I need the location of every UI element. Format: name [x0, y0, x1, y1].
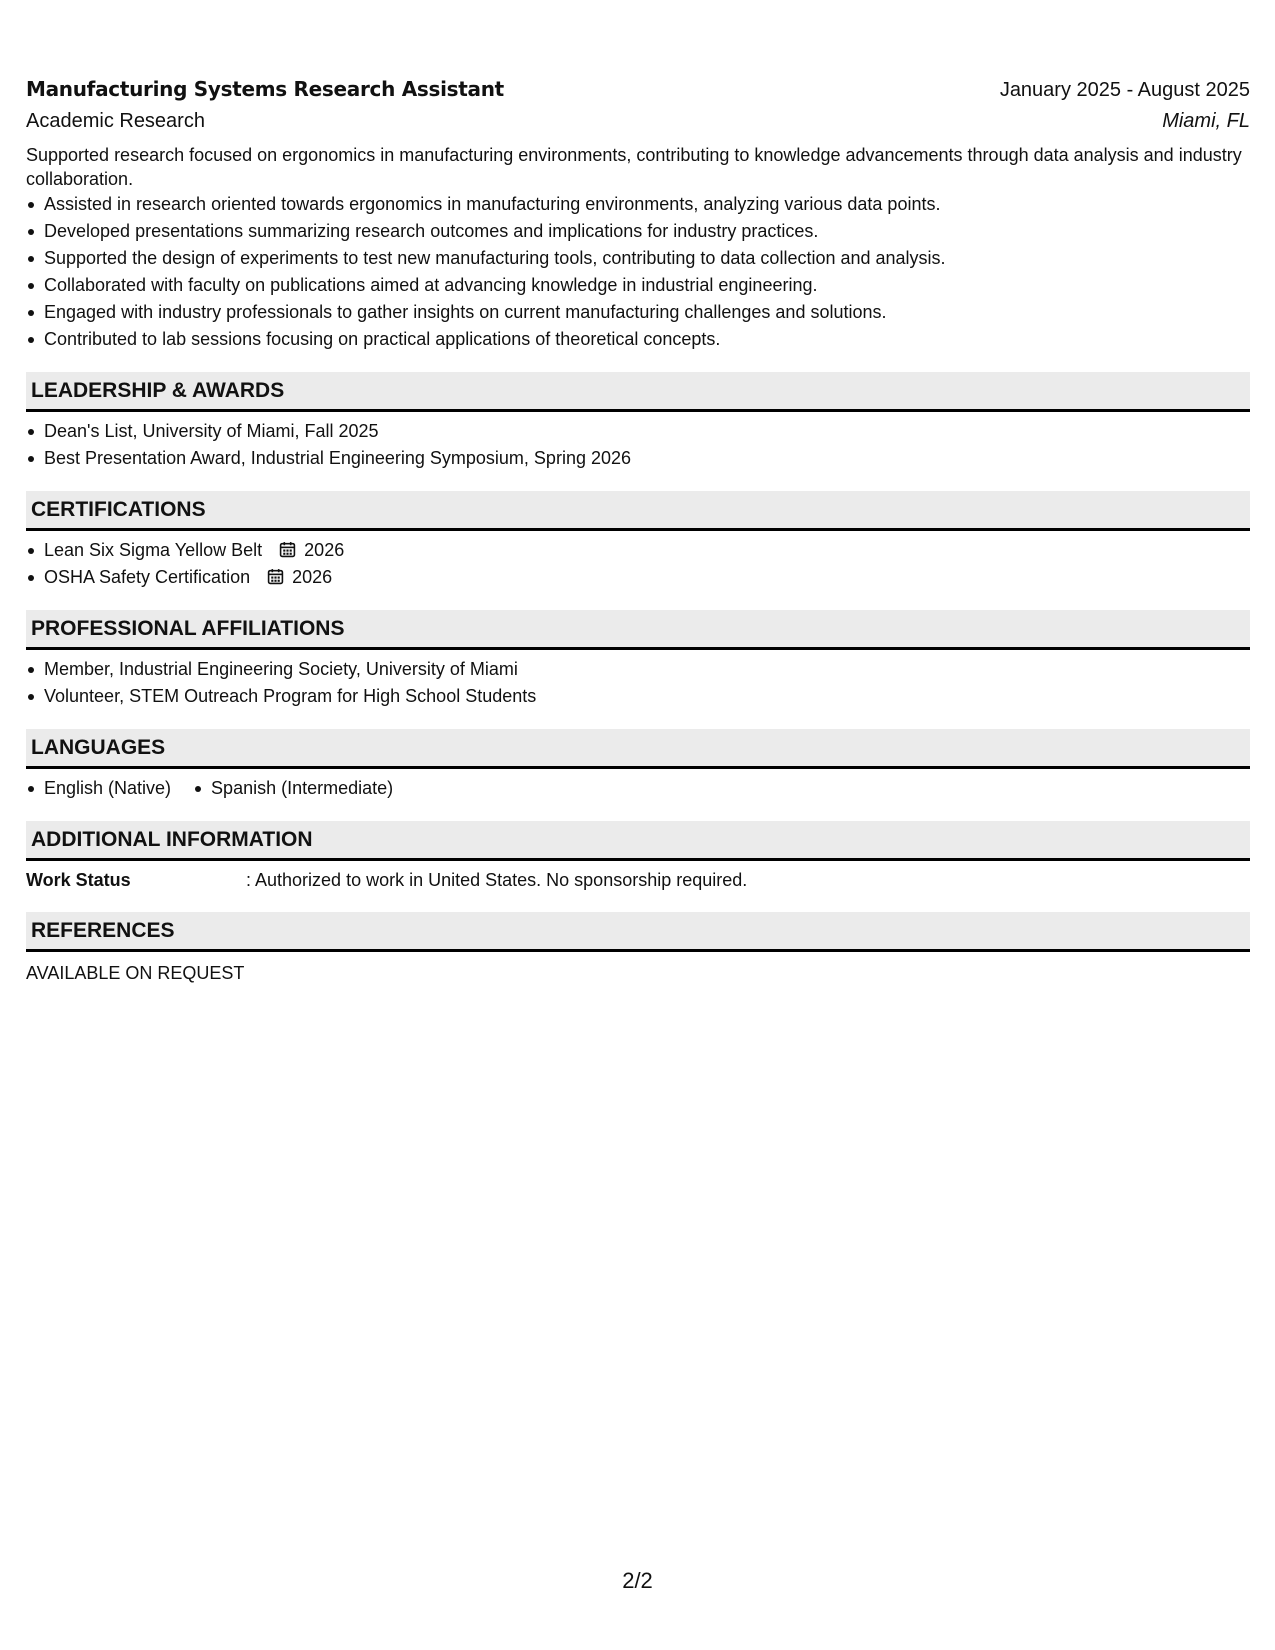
- experience-bullet: Collaborated with faculty on publications aimed at advancing knowledge in industrial engineering.: [44, 272, 1250, 299]
- page-number: 2/2: [622, 1568, 653, 1593]
- section-heading-additional-info: ADDITIONAL INFORMATION: [26, 821, 1250, 861]
- languages-list: [26, 775, 1250, 802]
- experience-subheader-row: [26, 107, 1250, 135]
- experience-entry: [26, 72, 1250, 353]
- certifications-list: [26, 537, 1250, 591]
- certification-year: 2026: [304, 540, 345, 560]
- work-status-value: : Authorized to work in United States. No sponsorship required.: [246, 870, 748, 890]
- references-text: AVAILABLE ON REQUEST: [26, 963, 245, 983]
- section-heading-references: REFERENCES: [26, 912, 1250, 952]
- section-heading-leadership: LEADERSHIP & AWARDS: [26, 372, 1250, 412]
- resume-page: [26, 72, 1250, 986]
- work-status-row: [26, 867, 1250, 893]
- affiliations-list: [26, 656, 1250, 710]
- leadership-item: Dean's List, University of Miami, Fall 2025: [44, 418, 1250, 445]
- experience-bullet: Engaged with industry professionals to gather insights on current manufacturing challenges and solutions.: [44, 299, 1250, 326]
- section-heading-certifications: CERTIFICATIONS: [26, 491, 1250, 531]
- experience-organization: Academic Research: [26, 110, 205, 132]
- section-heading-affiliations: PROFESSIONAL AFFILIATIONS: [26, 610, 1250, 650]
- affiliation-item: Member, Industrial Engineering Society, University of Miami: [44, 656, 1250, 683]
- work-status-label: Work Status: [26, 870, 131, 890]
- leadership-item: Best Presentation Award, Industrial Engineering Symposium, Spring 2026: [44, 445, 1250, 472]
- experience-summary: Supported research focused on ergonomics in manufacturing environments, contributing to knowledge advancements through data analysis and industry collaboration.: [26, 145, 1242, 189]
- experience-bullet: Assisted in research oriented towards ergonomics in manufacturing environments, analyzing various data points.: [44, 191, 1250, 218]
- calendar-icon: [279, 541, 296, 558]
- certification-item: [44, 564, 1250, 591]
- certification-year: 2026: [292, 567, 333, 587]
- leadership-list: [26, 418, 1250, 472]
- language-item: Spanish (Intermediate): [211, 775, 393, 802]
- affiliation-item: Volunteer, STEM Outreach Program for High School Students: [44, 683, 1250, 710]
- calendar-icon: [267, 568, 284, 585]
- certification-name: Lean Six Sigma Yellow Belt: [44, 540, 263, 560]
- experience-dates: January 2025 - August 2025: [999, 79, 1250, 101]
- experience-bullet: Developed presentations summarizing research outcomes and implications for industry practices.: [44, 218, 1250, 245]
- experience-bullet-list: [26, 191, 1250, 353]
- experience-header-row: [26, 72, 1250, 107]
- experience-bullet: Supported the design of experiments to test new manufacturing tools, contributing to data collection and analysis.: [44, 245, 1250, 272]
- experience-location: Miami, FL: [1162, 110, 1250, 132]
- experience-bullet: Contributed to lab sessions focusing on practical applications of theoretical concepts.: [44, 326, 1250, 353]
- language-item: English (Native): [44, 775, 171, 802]
- certification-name: OSHA Safety Certification: [44, 567, 251, 587]
- experience-title: Manufacturing Systems Research Assistant: [26, 77, 504, 101]
- certification-item: [44, 537, 1250, 564]
- section-heading-languages: LANGUAGES: [26, 729, 1250, 769]
